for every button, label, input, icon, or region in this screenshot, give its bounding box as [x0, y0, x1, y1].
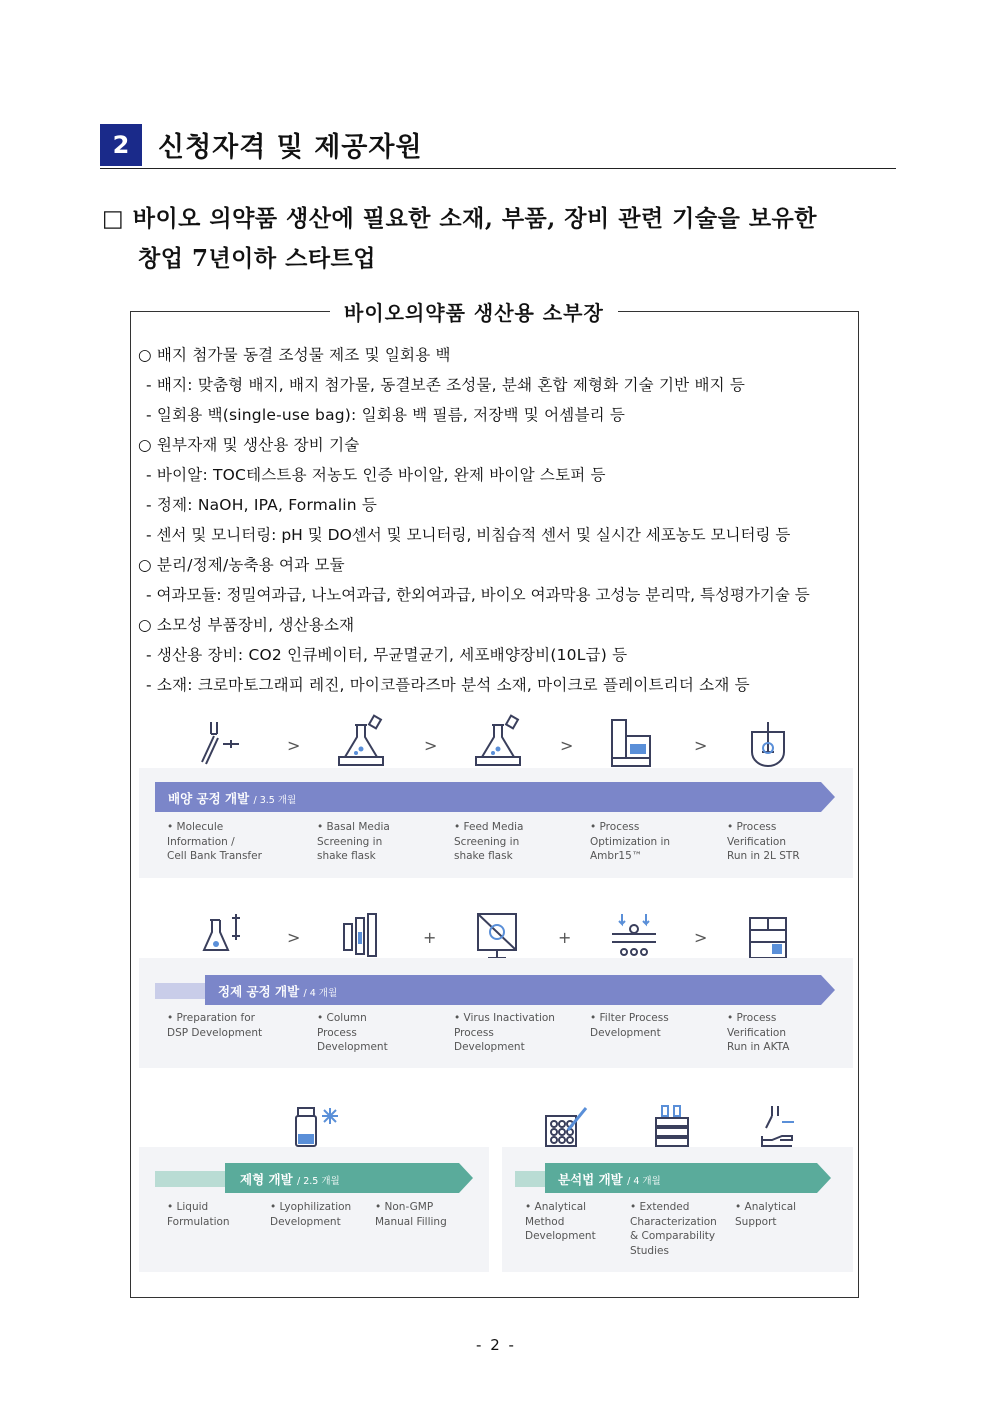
next-chevron: >	[560, 736, 574, 755]
analytics-step: • Extended Characterization & Comparability Studies	[630, 1201, 717, 1257]
list-item: ○ 소모성 부품장비, 생산용소재	[138, 616, 355, 634]
purification-step: • Filter Process Development	[590, 1012, 669, 1039]
list-item: ○ 배지 첨가물 동결 조성물 제조 및 일회용 백	[138, 346, 451, 364]
well-plate-icon	[544, 1104, 590, 1150]
analytics-step: • Analytical Support	[735, 1201, 797, 1228]
list-item: - 소재: 크로마토그래피 레진, 마이코플라즈마 분석 소재, 마이크로 플레이트리더 소재 등	[146, 676, 750, 694]
list-item: - 바이알: TOC테스트용 저농도 인증 바이알, 완제 바이알 스토퍼 등	[146, 466, 606, 484]
hand-support-icon	[758, 1104, 798, 1150]
pipette-icon	[195, 718, 251, 768]
list-item: - 센서 및 모니터링: pH 및 DO센서 및 모니터링, 비침습적 센서 및 실시간 세포농도 모니터링 등	[146, 526, 791, 544]
list-item: - 배지: 맞춤형 배지, 배지 첨가물, 동결보존 조성물, 분쇄 혼합 제형화 기술 기반 배지 등	[146, 376, 746, 394]
culture-step: • Feed Media Screening in shake flask	[454, 821, 524, 862]
list-item: - 여과모듈: 정밀여과급, 나노여과급, 한외여과급, 바이오 여과막용 고성능 분리막, 특성평가기술 등	[146, 586, 810, 604]
formulation-step: • Lyophilization Development	[270, 1201, 352, 1228]
list-item: ○ 원부자재 및 생산용 장비 기술	[138, 436, 360, 454]
formulation-step: • Liquid Formulation	[167, 1201, 230, 1228]
formulation-step: • Non-GMP Manual Filling	[375, 1201, 447, 1228]
next-chevron: >	[287, 736, 301, 755]
culture-step: • Basal Media Screening in shake flask	[317, 821, 390, 862]
qualification-line-1: □ 바이오 의약품 생산에 필요한 소재, 부품, 장비 관련 기술을 보유한	[102, 205, 817, 232]
next-chevron: >	[287, 928, 301, 947]
chromatography-column-icon	[338, 912, 382, 960]
culture-step: • Molecule Information / Cell Bank Transfer	[167, 821, 262, 862]
qualification-line-2: 창업 7년이하 스타트업	[138, 245, 376, 272]
culture-process-title: 배양 공정 개발 / 3.5 개월	[168, 791, 297, 806]
sample-rack-icon	[652, 1104, 692, 1150]
shake-flask-icon	[470, 713, 530, 769]
akta-system-icon	[748, 914, 788, 960]
filter-process-icon	[608, 912, 660, 960]
purification-step: • Virus Inactivation Process Development	[454, 1012, 555, 1053]
plus-sign: +	[558, 928, 572, 947]
virus-inactivation-icon	[474, 910, 520, 960]
flask-sampling-icon	[200, 912, 250, 960]
analytics-step: • Analytical Method Development	[525, 1201, 596, 1242]
page-number: - 2 -	[476, 1336, 516, 1354]
list-item: ○ 분리/정제/농축용 여과 모듈	[138, 556, 345, 574]
list-item: - 생산용 장비: CO2 인큐베이터, 무균멸균기, 세포배양장비(10L급) 등	[146, 646, 628, 664]
list-item: - 일회용 백(single-use bag): 일회용 백 필름, 저장백 및 어셈블리 등	[146, 406, 626, 424]
next-chevron: >	[424, 736, 438, 755]
resource-box-title: 바이오의약품 생산용 소부장	[330, 297, 618, 326]
bioreactor-system-icon	[608, 716, 654, 768]
section-title: 신청자격 및 제공자원	[158, 132, 423, 163]
culture-step: • Process Optimization in Ambr15™	[590, 821, 671, 862]
next-chevron: >	[694, 736, 708, 755]
shake-flask-icon	[333, 713, 393, 769]
next-chevron: >	[694, 928, 708, 947]
plus-sign: +	[423, 928, 437, 947]
culture-step: • Process Verification Run in 2L STR	[727, 821, 800, 862]
purification-process-title: 정제 공정 개발 / 4 개월	[218, 984, 338, 999]
formulation-title: 제형 개발 / 2.5 개월	[240, 1172, 340, 1187]
vial-freeze-icon	[292, 1104, 342, 1150]
analytics-title: 분석법 개발 / 4 개월	[558, 1172, 661, 1187]
stirred-tank-icon	[748, 718, 788, 768]
list-item: - 정제: NaOH, IPA, Formalin 등	[146, 496, 378, 514]
purification-step: • Process Verification Run in AKTA	[727, 1012, 790, 1053]
purification-step: • Preparation for DSP Development	[167, 1012, 263, 1039]
section-number: 2	[100, 124, 142, 166]
section-divider	[100, 168, 896, 169]
purification-step: • Column Process Development	[317, 1012, 388, 1053]
